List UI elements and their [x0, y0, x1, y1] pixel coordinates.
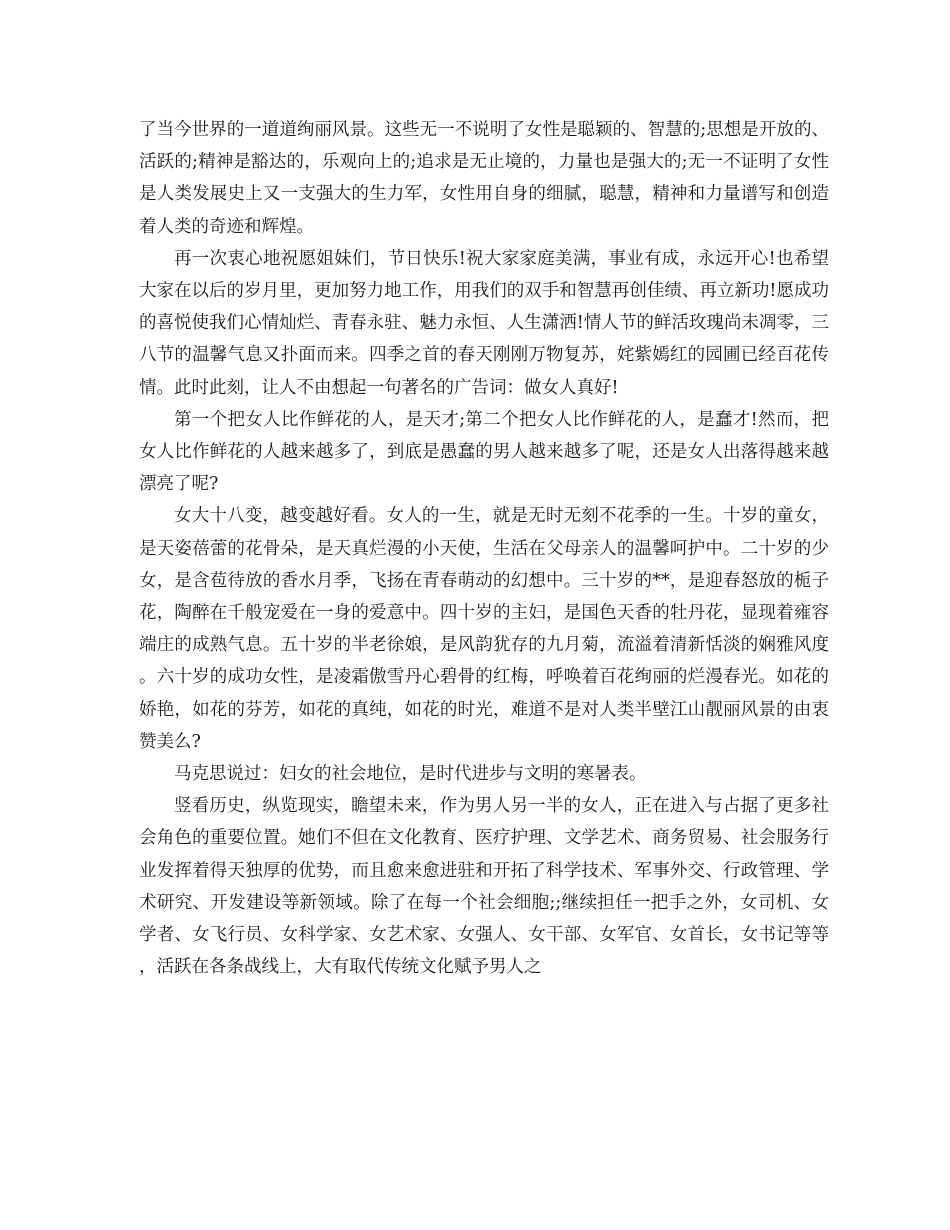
- paragraph-5: 马克思说过：妇女的社会地位，是时代进步与文明的寒暑表。: [174, 764, 647, 785]
- paragraph-1: 了当今世界的一道道绚丽风景。这些无一不说明了女性是聪颖的、智慧的;思想是开放的、活跃的;精神是豁达的，乐观向上的;追求是无止境的，力量也是强大的;无一不证明了女性是人类发展史上又一支强大的生力军，女性用自身的细腻，聪慧，精神和力量谱写和创造着人类的奇迹和辉煌。: [139, 120, 829, 237]
- paragraph-6: 竖看历史，纵览现实，瞻望未来，作为男人另一半的女人，正在进入与占据了更多社会角色的重要位置。她们不但在文化教育、医疗护理、文学艺术、商务贸易、社会服务行业发挥着得天独厚的优势，而且愈来愈进驻和开拓了科学技术、军事外交、行政管理、学术研究、开发建设等新领域。除了在每一个社会细胞;;继续担任一把手之外，女司机、女学者、女飞行员、女科学家、女艺术家、女强人、女干部、女军官、女首长，女书记等等，活跃在各条战线上，大有取代传统文化赋予男人之: [139, 796, 829, 978]
- paragraph-4: 女大十八变，越变越好看。女人的一生，就是无时无刻不花季的一生。十岁的童女，是天姿蓓蕾的花骨朵，是天真烂漫的小天使，生活在父母亲人的温馨呵护中。二十岁的少女，是含苞待放的香水月季，飞扬在青春萌动的幻想中。三十岁的**，是迎春怒放的栀子花，陶醉在千般宠爱在一身的爱意中。四十岁的主妇，是国色天香的牡丹花，显现着雍容端庄的成熟气息。五十岁的半老徐娘，是风韵犹存的九月菊，流溢着清新恬淡的娴雅风度。六十岁的成功女性，是凌霜傲雪丹心碧骨的红梅，呼唤着百花绚丽的烂漫春光。如花的娇艳，如花的芬芳，如花的真纯，如花的时光，难道不是对人类半壁江山靓丽风景的由衷赞美么?: [139, 506, 829, 752]
- document-body: [139, 114, 829, 983]
- paragraph-2: 再一次衷心地祝愿姐妹们，节日快乐!祝大家家庭美满，事业有成，永远开心!也希望大家在以后的岁月里，更加努力地工作，用我们的双手和智慧再创佳绩、再立新功!愿成功的喜悦使我们心情灿烂、青春永驻、魅力永恒、人生潇洒!情人节的鲜活玫瑰尚未凋零，三八节的温馨气息又扑面而来。四季之首的春天刚刚万物复苏，姹紫嫣红的园圃已经百花传情。此时此刻，让人不由想起一句著名的广告词：做女人真好!: [139, 248, 829, 398]
- paragraph-3: 第一个把女人比作鲜花的人，是天才;第二个把女人比作鲜花的人，是蠢才!然而，把女人比作鲜花的人越来越多了，到底是愚蠢的男人越来越多了呢，还是女人出落得越来越漂亮了呢?: [139, 409, 829, 495]
